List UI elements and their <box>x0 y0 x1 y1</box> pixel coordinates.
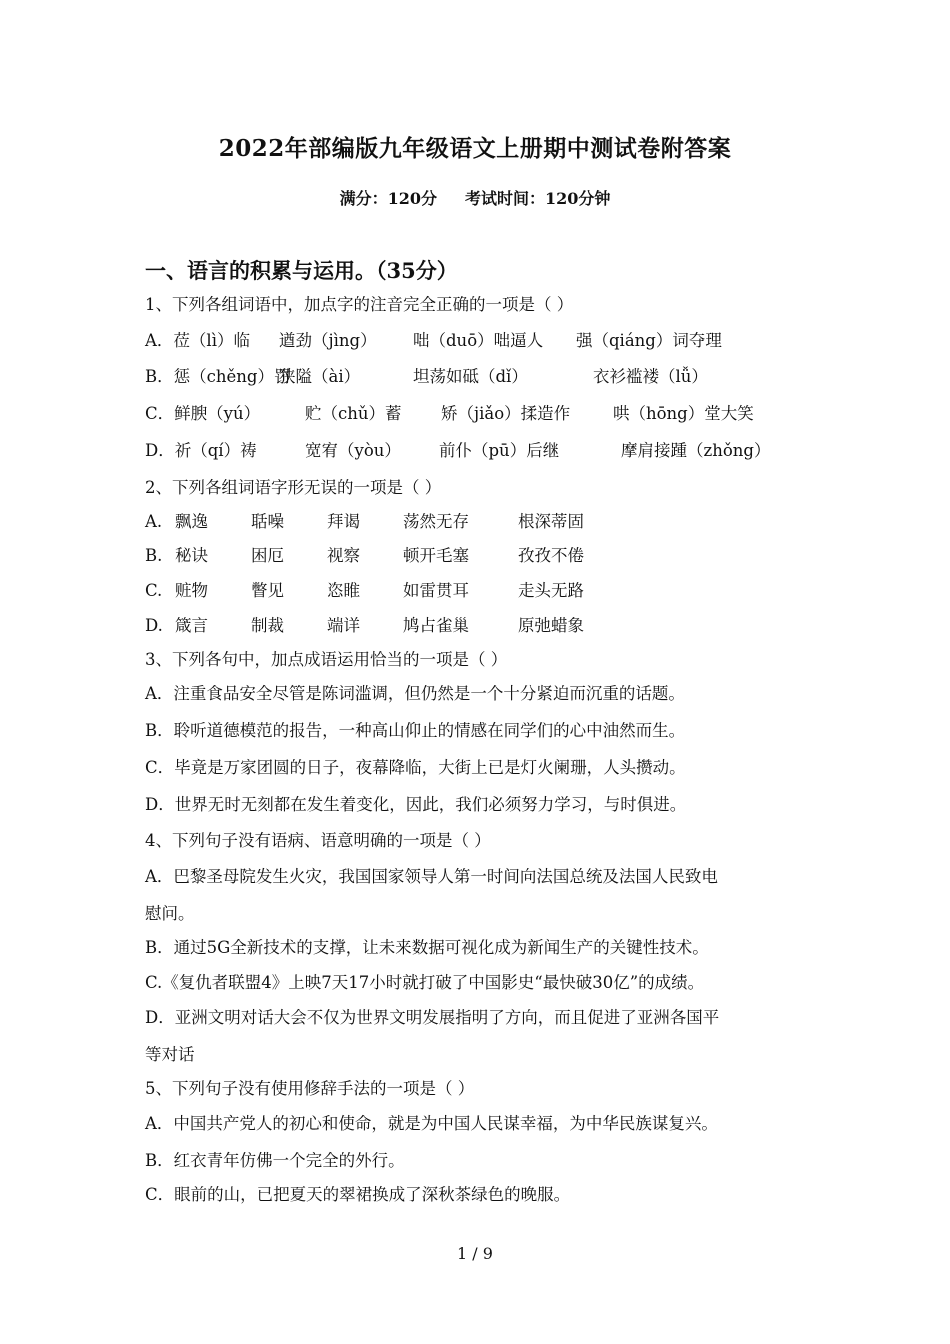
q5-option-a: A．中国共产党人的初心和使命，就是为中国人民谋幸福，为中华民族谋复兴。 <box>145 1114 718 1133</box>
q4-option-b: B．通过5G全新技术的支撑，让未来数据可视化成为新闻生产的关键性技术。 <box>145 938 709 957</box>
q3-option-c <box>145 757 686 779</box>
q1-option-b <box>145 366 708 388</box>
q3a-post: ，但仍然是一个十分紧迫而沉重的话题。 <box>387 684 685 703</box>
q1d-2: 宽宥（yòu） <box>305 441 401 460</box>
q2a-3: 拜谒 <box>327 512 360 531</box>
q1-option-a <box>145 330 722 352</box>
question-1-stem: 1、下列各组词语中，加点字的注音完全正确的一项是（ ） <box>145 295 574 314</box>
q3c-idiom: 灯火阑珊 <box>520 758 587 777</box>
q1c-1: C．鲜腴（yú） <box>145 404 261 423</box>
q5-option-c: C．眼前的山，已把夏天的翠裙换成了深秋茶绿色的晚服。 <box>145 1185 571 1204</box>
q1b-1: B．惩（chěng）罚 <box>145 367 291 386</box>
page-title: 2022年部编版九年级语文上册期中测试卷附答案 <box>218 135 732 162</box>
q4-option-c: C.《复仇者联盟4》上映7天17小时就打破了中国影史“最快破30亿”的成绩。 <box>145 973 705 992</box>
full-score: 满分：120分 <box>339 189 437 208</box>
q2-option-c <box>145 580 584 602</box>
q2c-1: 赃物 <box>175 581 208 600</box>
q1-option-d <box>145 440 770 462</box>
q1b-3: 坦荡如砥（dǐ） <box>413 367 528 386</box>
page-number: 1 / 9 <box>457 1244 493 1263</box>
q2c-label: C. <box>145 581 163 600</box>
q1c-3: 矫（jiǎo）揉造作 <box>441 404 571 423</box>
q1b-2: 狭隘（ài） <box>279 367 361 386</box>
q1a-1: A．莅（lì）临 <box>145 331 250 350</box>
q4-option-a-line1: A．巴黎圣母院发生火灾，我国国家领导人第一时间向法国总统及法国人民致电 <box>145 867 718 886</box>
q1a-3: 咄（duō）咄逼人 <box>413 331 544 350</box>
question-3-stem: 3、下列各句中，加点成语运用恰当的一项是（ ） <box>145 650 508 669</box>
q2b-5: 孜孜不倦 <box>518 546 584 565</box>
q2a-label: A. <box>145 512 163 531</box>
q1c-2: 贮（chǔ）蓄 <box>305 404 402 423</box>
q2c-2: 瞥见 <box>251 581 284 600</box>
q2-option-b <box>145 545 584 567</box>
question-5-stem: 5、下列句子没有使用修辞手法的一项是（ ） <box>145 1079 475 1098</box>
q2d-2: 制裁 <box>251 616 284 635</box>
q2b-4: 顿开毛塞 <box>403 546 469 565</box>
q3d-idiom: 无时无刻 <box>207 795 274 814</box>
q2a-1: 飘逸 <box>175 512 208 531</box>
q3-option-b <box>145 720 685 742</box>
q2-option-d <box>145 615 584 637</box>
exam-time: 考试时间：120分钟 <box>465 189 611 208</box>
q5-option-b: B．红衣青年仿佛一个完全的外行。 <box>145 1151 405 1170</box>
q2-option-a <box>145 511 584 533</box>
q2b-2: 困厄 <box>251 546 284 565</box>
q3b-pre: B．聆听道德模范的报告，一种 <box>145 721 372 740</box>
q2b-label: B. <box>145 546 163 565</box>
q1b-4: 衣衫褴褛（lǚ） <box>593 367 708 386</box>
question-4-stem: 4、下列句子没有语病、语意明确的一项是（ ） <box>145 831 491 850</box>
q4-option-d-line2: 等对话 <box>145 1045 195 1064</box>
q3b-post: 的情感在同学们的心中油然而生。 <box>437 721 686 740</box>
q1c-4: 哄（hōng）堂大笑 <box>613 404 754 423</box>
q3a-pre: A．注重食品安全尽管是 <box>145 684 322 703</box>
q3-option-d <box>145 794 686 816</box>
q3d-post: 都在发生着变化，因此，我们必须努力学习，与时俱进。 <box>273 795 687 814</box>
q3d-pre: D．世界 <box>145 795 208 814</box>
q3-option-a <box>145 683 685 705</box>
q1d-1: D．祈（qí）祷 <box>145 441 257 460</box>
q4-option-d-line1: D．亚洲文明对话大会不仅为世界文明发展指明了方向，而且促进了亚洲各国平 <box>145 1008 720 1027</box>
q2d-1: 箴言 <box>175 616 208 635</box>
q2d-5: 原弛蜡象 <box>518 616 584 635</box>
q2c-3: 恣睢 <box>327 581 360 600</box>
q2c-4: 如雷贯耳 <box>403 581 469 600</box>
q3b-idiom: 高山仰止 <box>371 721 438 740</box>
q2a-4: 荡然无存 <box>403 512 469 531</box>
q4-option-a-line2: 慰问。 <box>145 904 195 923</box>
q3c-pre: C．毕竟是万家团圆的日子，夜幕降临，大街上已是 <box>145 758 521 777</box>
q2a-5: 根深蒂固 <box>518 512 584 531</box>
q2d-4: 鸠占雀巢 <box>403 616 469 635</box>
question-2-stem: 2、下列各组词语字形无误的一项是（ ） <box>145 478 442 497</box>
q1-option-c <box>145 403 754 425</box>
exam-info <box>0 186 950 209</box>
q2b-1: 秘诀 <box>175 546 208 565</box>
q2a-2: 聒噪 <box>251 512 284 531</box>
q3a-idiom: 陈词滥调 <box>321 684 388 703</box>
q2c-5: 走头无路 <box>518 581 584 600</box>
q2d-3: 端详 <box>327 616 360 635</box>
q2d-label: D. <box>145 616 163 635</box>
q1d-3: 前仆（pū）后继 <box>439 441 560 460</box>
q3c-post: ，人头攒动。 <box>586 758 686 777</box>
q1d-4: 摩肩接踵（zhǒng） <box>621 441 771 460</box>
q2b-3: 视察 <box>327 546 360 565</box>
section-heading: 一、语言的积累与运用。（35分） <box>145 258 458 283</box>
q1a-4: 强（qiáng）词夺理 <box>576 331 722 350</box>
q1a-2: 遒劲（jìng） <box>279 331 377 350</box>
